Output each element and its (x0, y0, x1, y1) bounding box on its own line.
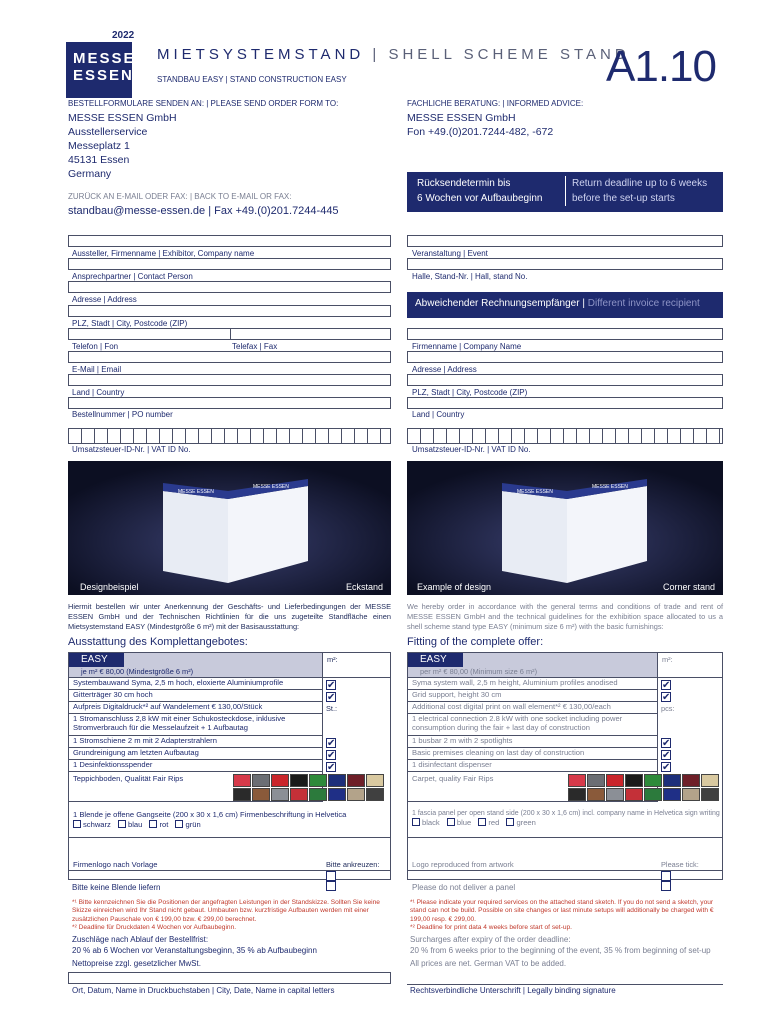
event-label: Veranstaltung | Event (412, 249, 488, 258)
carpet-swatch[interactable] (587, 774, 605, 787)
no-panel-checkbox[interactable] (326, 881, 336, 891)
fascia-text: 1 Blende je offene Gangseite (200 x 30 x 1,6 cm) Firmenbeschriftung in Helvetica (73, 810, 347, 819)
table-row: Carpet, quality Fair Rips (408, 772, 657, 802)
carpet-swatch[interactable] (682, 774, 700, 787)
carpet-swatch[interactable] (252, 788, 270, 801)
country-input[interactable] (68, 374, 391, 386)
subtitle: STANDBAU EASY | STAND CONSTRUCTION EASY (157, 75, 347, 84)
fascia-colors[interactable] (412, 818, 722, 827)
color-label: red (488, 818, 500, 827)
carpet-swatch[interactable] (271, 774, 289, 787)
vat-label: Umsatzsteuer-ID-Nr. | VAT ID No. (72, 445, 191, 454)
color-checkbox[interactable] (506, 818, 514, 826)
page-title (157, 46, 630, 63)
color-label: schwarz (83, 820, 111, 829)
carpet-swatch[interactable] (328, 774, 346, 787)
hall-label: Halle, Stand-Nr. | Hall, stand No. (412, 272, 528, 281)
invoice-address-label: Adresse | Address (412, 365, 477, 374)
event-input[interactable] (407, 235, 723, 247)
intro-de: Hiermit bestellen wir unter Anerkennung der Geschäfts- und Lieferbedingungen der MESSE ESSEN GmbH und der Technischen Richtlinien für die uns zugeteilte Standfläche einen Mietsystemstand EASY (Mindestgröße 6 m²) mit der Basisausstattung: (68, 602, 391, 631)
logo-line-1: MESSE (73, 50, 136, 67)
divider (407, 870, 723, 871)
color-label: green (516, 818, 536, 827)
vat-note-de: Nettopreise zzgl. gesetzlicher MwSt. (72, 959, 201, 968)
invoice-plz-label: PLZ, Stadt | City, Postcode (ZIP) (412, 388, 528, 397)
order-to-address (68, 111, 177, 181)
address-input[interactable] (68, 281, 391, 293)
vat-input[interactable] (68, 428, 391, 444)
surcharge-de-heading: Zuschläge nach Ablauf der Bestellfrist: (72, 935, 209, 944)
table-row: 1 Stromschiene 2 m mit 2 Adapterstrahlern (69, 736, 322, 748)
unit-label: m²: (657, 653, 722, 678)
carpet-swatch[interactable] (309, 774, 327, 787)
color-checkbox[interactable] (447, 818, 455, 826)
logo-row: Firmenlogo nach Vorlage (73, 860, 158, 869)
carpet-swatch[interactable] (568, 774, 586, 787)
color-checkbox[interactable] (149, 820, 157, 828)
fascia-text: MESSE ESSEN (178, 489, 214, 495)
advice-label: FACHLICHE BERATUNG: | INFORMED ADVICE: (407, 99, 584, 108)
signature-name-input[interactable] (68, 972, 391, 984)
color-label: blau (127, 820, 143, 829)
color-label: grün (185, 820, 201, 829)
carpet-swatch[interactable] (663, 774, 681, 787)
signature-left-label: Ort, Datum, Name in Druckbuchstaben | City, Date, Name in capital letters (72, 986, 335, 995)
po-input[interactable] (68, 397, 391, 409)
note-en-1: *¹ Please indicate your required services on the attached stand sketch. If you do not send a sketch, your stand can not be build. Possible on site changes or last minute setups will additionally be charged with € 199,00 resp. € 299,00. (410, 899, 714, 923)
form-number: A1.10 (606, 42, 716, 91)
table-row: 1 disinfectant dispenser (408, 760, 657, 772)
address-line: Messeplatz 1 (68, 140, 130, 152)
fascia-row (69, 802, 390, 838)
deadline-en-2: before the set-up starts (572, 193, 675, 204)
plz-input[interactable] (68, 305, 391, 317)
table-row: Teppichboden, Qualität Fair Rips (69, 772, 322, 802)
carpet-swatch[interactable] (290, 774, 308, 787)
tick-label: Bitte ankreuzen: (326, 860, 380, 869)
po-label: Bestellnummer | PO number (72, 410, 173, 419)
no-panel-label: Please do not deliver a panel (412, 883, 516, 892)
phone-label: Telefon | Fon (72, 342, 119, 351)
note-en-2: *² Deadline for print data 4 weeks before start of set-up. (410, 924, 572, 931)
stand-illustration (407, 461, 723, 595)
country-label: Land | Country (72, 388, 125, 397)
surcharge-de-text: 20 % ab 6 Wochen vor Veranstaltungsbeginn, 35 % ab Aufbaubeginn (72, 946, 317, 955)
carpet-swatch[interactable] (233, 788, 251, 801)
logo-row: Logo reproduced from artwork (412, 860, 514, 869)
fax-label: Telefax | Fax (232, 342, 278, 351)
easy-header (69, 653, 322, 678)
surcharge-en-text: 20 % from 6 weeks prior to the beginning of the event, 35 % from beginning of set-up (410, 946, 711, 955)
carpet-swatch[interactable] (663, 788, 681, 801)
easy-label: EASY (69, 653, 124, 667)
carpet-swatch[interactable] (606, 774, 624, 787)
invoice-bar: Abweichender Rechnungsempfänger | Different invoice recipient (407, 292, 723, 318)
invoice-country-input[interactable] (407, 397, 723, 409)
address-line: 45131 Essen (68, 154, 130, 166)
easy-price: per m² € 80,00 (Minimum size 6 m²) (420, 667, 538, 676)
invoice-country-label: Land | Country (412, 410, 465, 419)
table-row: Grid support, height 30 cm (408, 690, 657, 702)
intro-en: We hereby order in accordance with the general terms and conditions of trade and rent of MESSE ESSEN GmbH and the technical guidelines for the exhibition space allocated to us a shell scheme stand type EASY (minimum size 6 m²) with the basic furnishings: (407, 602, 723, 631)
contact-input[interactable] (68, 258, 391, 270)
carpet-swatch[interactable] (606, 788, 624, 801)
checkbox-checked[interactable]: ✔ (327, 738, 336, 749)
table-row: Gitterträger 30 cm hoch (69, 690, 322, 702)
invoice-de: Abweichender Rechnungsempfänger (415, 298, 580, 309)
checkbox-checked[interactable]: ✔ (327, 680, 336, 691)
table-row: Syma system wall, 2,5 m height, Aluminium profiles anodised (408, 678, 657, 690)
pieces-label: St.: (326, 704, 338, 713)
table-row: Additional cost digital print on wall element*² € 130,00/each (408, 702, 657, 714)
advice-contact (407, 111, 553, 139)
de-order-table (68, 652, 391, 880)
carpet-swatch[interactable] (644, 774, 662, 787)
deadline-de-2: 6 Wochen vor Aufbaubeginn (417, 193, 543, 204)
checkbox-checked[interactable]: ✔ (662, 750, 671, 761)
logo-checkbox[interactable] (326, 871, 336, 881)
checkbox-checked[interactable]: ✔ (662, 762, 671, 773)
table-row: Aufpreis Digitaldruck*² auf Wandelement € 130,00/Stück (69, 702, 322, 714)
carpet-swatch[interactable] (644, 788, 662, 801)
deadline-en-1: Return deadline up to 6 weeks (572, 178, 708, 189)
carpet-swatch[interactable] (309, 788, 327, 801)
checkbox-checked[interactable]: ✔ (662, 738, 671, 749)
easy-header (408, 653, 657, 678)
address-line: MESSE ESSEN GmbH (68, 112, 177, 124)
carpet-swatch[interactable] (625, 774, 643, 787)
table-row: 1 Stromanschluss 2,8 kW mit einer Schukosteckdose, inklusive Stromverbrauch für die Messelaufzeit + 1 Aufbautag (69, 714, 322, 736)
note-de-2: *² Deadline für Druckdaten 4 Wochen vor Aufbaubeginn. (72, 924, 237, 931)
easy-label: EASY (408, 653, 463, 667)
pieces-label: pcs: (661, 704, 675, 713)
back-label: ZURÜCK AN E-MAIL ODER FAX: | BACK TO E-MAIL OR FAX: (68, 192, 292, 201)
checkbox-checked[interactable]: ✔ (327, 762, 336, 773)
exhibitor-label: Aussteller, Firmenname | Exhibitor, Company name (72, 249, 255, 258)
deadline-box (407, 172, 723, 212)
email-input[interactable] (68, 351, 391, 363)
carpet-swatch[interactable] (347, 774, 365, 787)
color-checkbox[interactable] (118, 820, 126, 828)
tick-label: Please tick: (661, 860, 699, 869)
carpet-swatch[interactable] (271, 788, 289, 801)
address-line: Ausstellerservice (68, 126, 148, 138)
year: 2022 (112, 30, 135, 41)
contact-label: Ansprechpartner | Contact Person (72, 272, 193, 281)
en-order-table (407, 652, 723, 880)
color-label: blue (456, 818, 472, 827)
invoice-vat-label: Umsatzsteuer-ID-Nr. | VAT ID No. (412, 445, 531, 454)
title-en: SHELL SCHEME STAND (388, 46, 630, 63)
photo-caption-en-b: Corner stand (662, 582, 715, 592)
advice-line: Fon +49.(0)201.7244-482, -672 (407, 126, 554, 138)
fascia-text: 1 fascia panel per open stand side (200 x 30 x 1,6 cm) incl. company name in Helvetica sign writing (412, 810, 720, 817)
easy-price: je m² € 80,00 (Mindestgröße 6 m²) (81, 667, 194, 676)
plz-label: PLZ, Stadt | City, Postcode (ZIP) (72, 319, 188, 328)
carpet-swatch[interactable] (587, 788, 605, 801)
surcharge-en-heading: Surcharges after expiry of the order deadline: (410, 935, 571, 944)
table-row: Grundreinigung am letzten Aufbautag (69, 748, 322, 760)
fax-input[interactable] (230, 328, 391, 340)
hall-input[interactable] (407, 258, 723, 270)
table-row: 1 Desinfektionsspender (69, 760, 322, 772)
color-label: rot (159, 820, 169, 829)
invoice-plz-input[interactable] (407, 374, 723, 386)
carpet-swatch[interactable] (568, 788, 586, 801)
table-row: Basic premises cleaning on last day of construction (408, 748, 657, 760)
invoice-vat-input[interactable] (407, 428, 723, 444)
carpet-swatch[interactable] (701, 788, 719, 801)
carpet-swatch[interactable] (366, 774, 384, 787)
logo-line-2: ESSEN (73, 67, 134, 84)
address-label: Adresse | Address (72, 295, 137, 304)
color-checkbox[interactable] (478, 818, 486, 826)
table-row: 1 busbar 2 m with 2 spotlights (408, 736, 657, 748)
no-panel-label: Bitte keine Blende liefern (72, 883, 161, 892)
title-sep: | (364, 46, 389, 63)
deadline-de-1: Rücksendetermin bis (417, 178, 511, 189)
carpet-swatch[interactable] (328, 788, 346, 801)
fascia-text: MESSE ESSEN (517, 489, 553, 495)
photo-caption-de-b: Eckstand (345, 582, 383, 592)
fascia-text: MESSE ESSEN (253, 484, 289, 490)
stand-illustration (68, 461, 391, 595)
photo-caption-de-a: Designbeispiel (80, 582, 139, 592)
checkbox-checked[interactable]: ✔ (327, 750, 336, 761)
vat-note-en: All prices are net. German VAT to be added. (410, 959, 567, 968)
carpet-swatch[interactable] (366, 788, 384, 801)
signature-right-label: Rechtsverbindliche Unterschrift | Legally binding signature (410, 986, 616, 995)
carpet-swatch[interactable] (290, 788, 308, 801)
color-checkbox[interactable] (73, 820, 81, 828)
photo-caption-en-a: Example of design (417, 582, 492, 592)
title-de: MIETSYSTEMSTAND (157, 46, 365, 63)
address-line: Germany (68, 168, 112, 180)
carpet-swatch[interactable] (701, 774, 719, 787)
unit-label: m²: (322, 653, 390, 678)
no-panel-checkbox[interactable] (661, 881, 671, 891)
invoice-address-input[interactable] (407, 351, 723, 363)
de-table-heading: Ausstattung des Komplettangebotes: (68, 636, 248, 648)
order-to-label: BESTELLFORMULARE SENDEN AN: | PLEASE SEND ORDER FORM TO: (68, 99, 339, 108)
invoice-en: Different invoice recipient (587, 298, 700, 309)
table-row: Systembauwand Syma, 2,5 m hoch, eloxierte Aluminiumprofile (69, 678, 322, 690)
invoice-company-input[interactable] (407, 328, 723, 340)
exhibitor-input[interactable] (68, 235, 391, 247)
carpet-swatch[interactable] (625, 788, 643, 801)
deadline-en (565, 176, 707, 206)
carpet-swatch[interactable] (347, 788, 365, 801)
fascia-colors[interactable] (73, 820, 390, 829)
logo-checkbox[interactable] (661, 871, 671, 881)
note-de-1: *¹ Bitte kennzeichnen Sie die Positionen der angefragten Leistungen in der Standskizze. Sollten Sie keine Skizze einreichen wird Ihr Stand nicht gebaut. Umbauten bzw. kurzfristige Aufbauten werden mit einer zusätzlichen Pauschale von € 199,00 bzw. € 299,00 berechnet. (72, 899, 380, 923)
back-contact[interactable]: standbau@messe-essen.de | Fax +49.(0)201.7244-445 (68, 205, 339, 217)
carpet-swatch[interactable] (233, 774, 251, 787)
advice-line: MESSE ESSEN GmbH (407, 112, 516, 124)
divider (68, 870, 391, 871)
signature-line[interactable] (407, 984, 723, 985)
table-row: 1 electrical connection 2.8 kW with one socket including power consumption during the fair + last day of construction (408, 714, 657, 736)
en-table-heading: Fitting of the complete offer: (407, 636, 544, 648)
carpet-swatch[interactable] (682, 788, 700, 801)
phone-input[interactable] (68, 328, 231, 340)
stand-photo-de (68, 461, 391, 595)
messe-essen-logo (66, 42, 136, 98)
checkbox-checked[interactable]: ✔ (662, 692, 671, 703)
checkbox-checked[interactable]: ✔ (327, 692, 336, 703)
carpet-swatch[interactable] (252, 774, 270, 787)
email-label: E-Mail | Email (72, 365, 122, 374)
color-label: black (422, 818, 440, 827)
stand-photo-en (407, 461, 723, 595)
fascia-row (408, 802, 722, 838)
color-checkbox[interactable] (412, 818, 420, 826)
invoice-company-label: Firmenname | Company Name (412, 342, 522, 351)
color-checkbox[interactable] (175, 820, 183, 828)
checkbox-checked[interactable]: ✔ (662, 680, 671, 691)
fascia-text: MESSE ESSEN (592, 484, 628, 490)
